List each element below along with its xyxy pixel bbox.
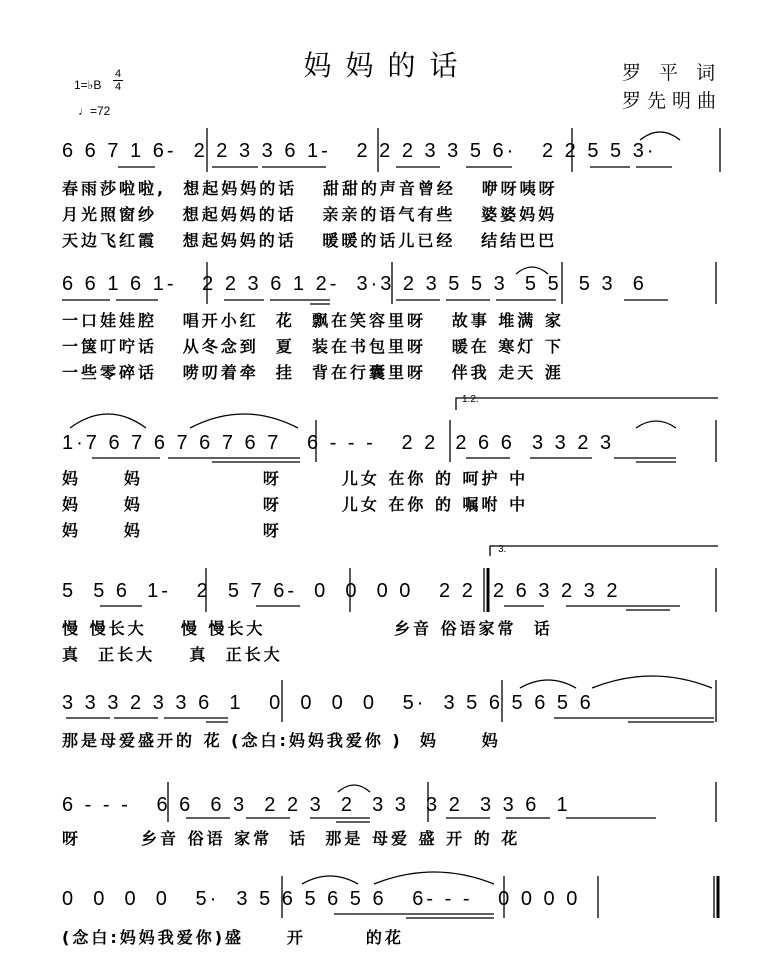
lyrics-line-4-verse-1: 慢 慢长大 慢 慢长大 乡音 俗语家常 话 [62,619,553,638]
notes-line-2: 6 6 1 6 1- 2 2 3 6 1 2- 3·3 2 3 5 5 3 5 5 5 3 6 [62,273,647,295]
notes-line-3: 1·7 6 7 6 7 6 7 6 7 6 - - - 2 2 2 6 6 3 3 2 3 [62,432,615,454]
notes-line-1: 6 6 7 1 6- 2 2 3 3 6 1- 2 2 2 3 3 5 6· 2 2 5 5 3· [62,140,657,162]
lyrics-line-2-verse-2: 一箧叮咛话 从冬念到 夏 装在书包里呀 暖在 寒灯 下 [62,337,564,356]
lyrics-line-2-verse-3: 一些零碎话 唠叨着牵 挂 背在行囊里呀 伴我 走天 涯 [62,363,564,382]
meter-top: 4 [114,68,122,80]
lyrics-line-1-verse-1: 春雨莎啦啦, 想起妈妈的话 甜甜的声音曾经 咿呀咦呀 [62,179,558,198]
notes-line-5: 3 3 3 2 3 3 6 1 0 0 0 0 5· 3 5 6 5 6 5 6 [62,692,594,714]
volta-1-2: 1.2. [462,394,479,405]
song-title: 妈妈的话 [303,49,472,82]
lyrics-line-5-verse-1: 那是母爱盛开的 花 (念白:妈妈我爱你 ) 妈 妈 [62,731,501,750]
lyrics-line-6-verse-1: 呀 乡音 俗语 家常 话 那是 母爱 盛 开 的 花 [62,829,521,848]
tempo-marking: ♩=72 [78,104,111,118]
lyrics-line-1-verse-3: 天边飞红霞 想起妈妈的话 暖暖的话儿已经 结结巴巴 [62,231,558,250]
lyrics-line-7-verse-1: (念白:妈妈我爱你)盛 开 的花 [62,928,404,947]
lyricist-credit: 罗 平 词 [622,62,722,84]
notes-line-4: 5 5 6 1- 2 5 7 6- 0 0 0 0 2 2 2 6 3 2 3 2 [62,580,621,602]
lyrics-line-3-verse-3: 妈 妈 呀 [62,521,282,540]
meter-bottom: 4 [114,81,122,93]
volta-3: 3. [498,544,507,555]
key-signature: 1=♭B [74,78,102,92]
lyrics-line-2-verse-1: 一口娃娃腔 唱开小红 花 飘在笑容里呀 故事 堆满 家 [62,311,564,330]
lyrics-line-1-verse-2: 月光照窗纱 想起妈妈的话 亲亲的语气有些 婆婆妈妈 [62,205,558,224]
composer-credit: 罗先明曲 [622,90,723,112]
lyrics-line-3-verse-2: 妈 妈 呀 儿女 在你 的 嘱咐 中 [62,495,529,514]
notes-line-7: 0 0 0 0 5· 3 5 6 5 6 5 6 6- - - 0 0 0 0 [62,888,581,910]
notes-line-6: 6 - - - 6 6 6 3 2 2 3 2 3 3 3 2 3 3 6 1 [62,794,571,816]
lyrics-line-3-verse-1: 妈 妈 呀 儿女 在你 的 呵护 中 [62,469,529,488]
lyrics-line-4-verse-2: 真 正长大 真 正长大 [62,645,283,664]
